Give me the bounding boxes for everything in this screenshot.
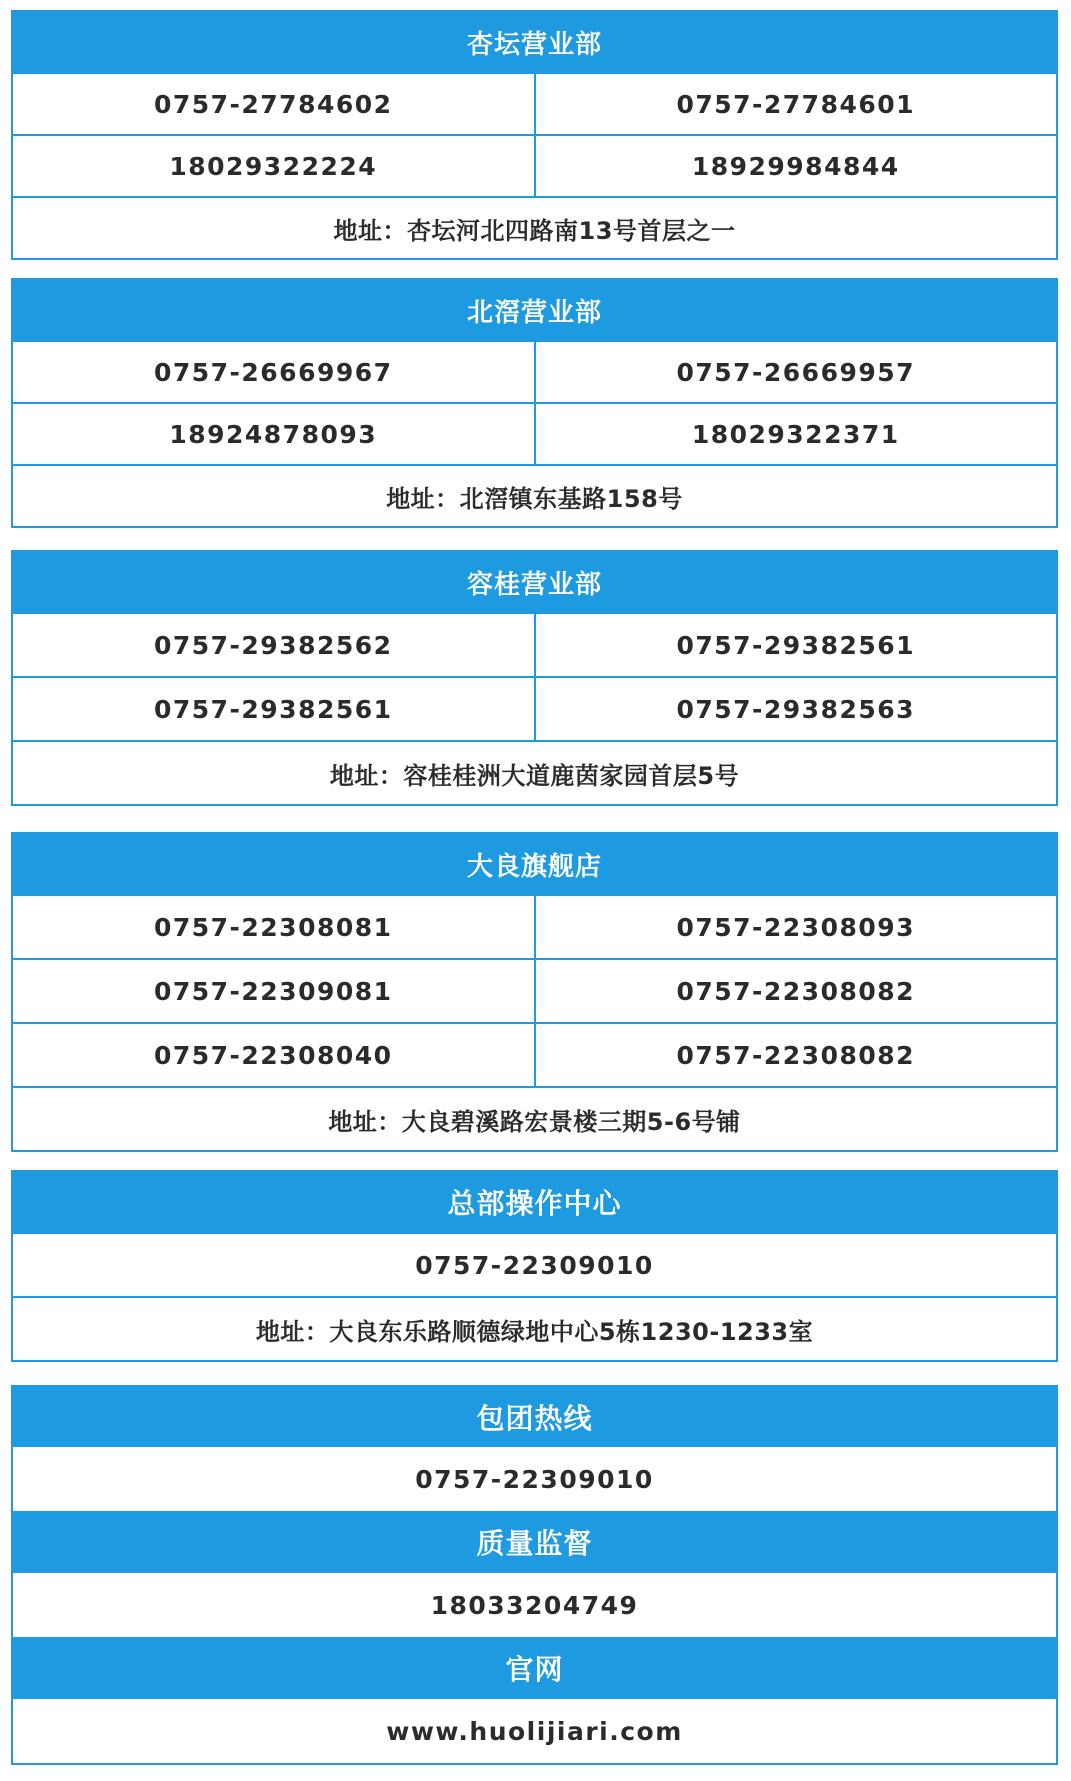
phone-number[interactable]: 0757-22309081 xyxy=(153,976,393,1006)
phone-number[interactable]: 0757-22309010 xyxy=(415,1250,654,1280)
phone-number[interactable]: 0757-29382561 xyxy=(534,614,1057,676)
phone-number[interactable]: 18929984844 xyxy=(534,136,1057,196)
branch-address: 地址：容桂桂洲大道鹿茵家园首层5号 xyxy=(329,761,740,790)
branch-address: 地址：杏坛河北四路南13号首层之一 xyxy=(333,216,736,245)
branch-address: 地址：大良碧溪路宏景楼三期5-6号铺 xyxy=(328,1107,741,1136)
hq-card xyxy=(11,1170,1058,1362)
phone-number[interactable]: 0757-27784601 xyxy=(534,74,1057,134)
phone-number[interactable]: 0757-22308082 xyxy=(534,1024,1057,1086)
phone-number[interactable]: 0757-26669957 xyxy=(534,342,1057,402)
quality-phone[interactable]: 18033204749 xyxy=(430,1590,639,1620)
phone-number[interactable]: 0757-29382562 xyxy=(153,630,393,660)
phone-number[interactable]: 0757-22308093 xyxy=(534,896,1057,958)
branch-title: 大良旗舰店 xyxy=(13,834,1056,894)
contact-card xyxy=(11,1385,1058,1765)
phone-number[interactable]: 0757-27784602 xyxy=(153,89,393,119)
phone-number[interactable]: 18029322371 xyxy=(534,404,1057,464)
branch-title: 杏坛营业部 xyxy=(13,12,1056,72)
phone-number[interactable]: 0757-22308082 xyxy=(534,960,1057,1022)
website-link[interactable]: www.huolijiari.com xyxy=(386,1716,683,1746)
branch-title: 容桂营业部 xyxy=(13,552,1056,612)
phone-number[interactable]: 18029322224 xyxy=(169,151,378,181)
phone-number[interactable]: 0757-26669967 xyxy=(153,357,393,387)
branch-card-beijiao xyxy=(11,278,1058,528)
branch-card-ronggui xyxy=(11,550,1058,806)
hq-title: 总部操作中心 xyxy=(13,1172,1056,1232)
branch-card-xingtan xyxy=(11,10,1058,260)
branch-address: 地址：北滘镇东基路158号 xyxy=(386,484,683,513)
hq-address: 地址：大良东乐路顺德绿地中心5栋1230-1233室 xyxy=(255,1317,814,1346)
phone-number[interactable]: 0757-22308040 xyxy=(153,1040,393,1070)
quality-title: 质量监督 xyxy=(13,1511,1056,1573)
phone-number[interactable]: 0757-29382563 xyxy=(534,678,1057,740)
phone-number[interactable]: 18924878093 xyxy=(169,419,378,449)
group-hotline-title: 包团热线 xyxy=(13,1387,1056,1447)
phone-number[interactable]: 0757-29382561 xyxy=(153,694,393,724)
branch-title: 北滘营业部 xyxy=(13,280,1056,340)
website-title: 官网 xyxy=(13,1637,1056,1699)
group-hotline-phone[interactable]: 0757-22309010 xyxy=(415,1464,654,1494)
phone-number[interactable]: 0757-22308081 xyxy=(153,912,393,942)
branch-card-daliang xyxy=(11,832,1058,1152)
